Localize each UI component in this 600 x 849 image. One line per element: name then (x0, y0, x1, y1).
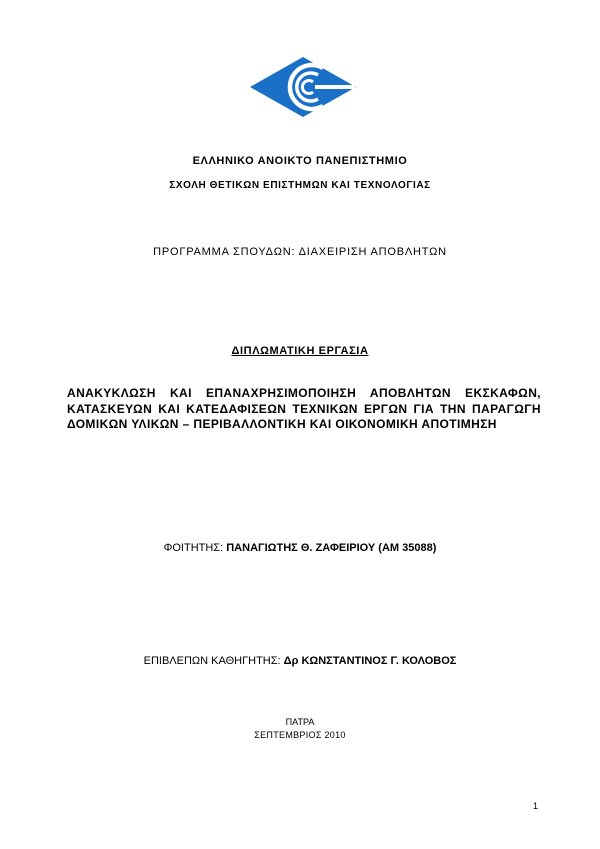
page-number: 1 (533, 801, 539, 811)
student-name: ΠΑΝΑΓΙΩΤΗΣ Θ. ΖΑΦΕΙΡΙΟΥ (ΑΜ 35088) (226, 542, 437, 554)
study-program: ΠΡΟΓΡΑΜΜΑ ΣΠΟΥΔΩΝ: ΔΙΑΧΕΙΡΙΣΗ ΑΠΟΒΛΗΤΩΝ (153, 246, 447, 258)
thesis-label: ΔΙΠΛΩΜΑΤΙΚΗ ΕΡΓΑΣΙΑ (231, 345, 369, 357)
city: ΠΑΤΡΑ (285, 717, 315, 727)
student-label: ΦΟΙΤΗΤΗΣ: (163, 542, 224, 554)
supervisor-label: ΕΠΙΒΛΕΠΩΝ ΚΑΘΗΓΗΤΗΣ: (143, 655, 281, 667)
date: ΣΕΠΤΕΜΒΡΙΟΣ 2010 (254, 730, 346, 740)
student-line (0, 542, 600, 554)
eap-logo-icon (249, 56, 357, 118)
school-name: ΣΧΟΛΗ ΘΕΤΙΚΩΝ ΕΠΙΣΤΗΜΩΝ ΚΑΙ ΤΕΧΝΟΛΟΓΙΑΣ (169, 180, 431, 191)
university-name: ΕΛΛΗΝΙΚΟ ΑΝΟΙΚΤΟ ΠΑΝΕΠΙΣΤΗΜΙΟ (192, 155, 408, 167)
supervisor-name: Δρ ΚΩΝΣΤΑΝΤΙΝΟΣ Γ. ΚΟΛΟΒΟΣ (283, 655, 457, 667)
supervisor-line (0, 655, 600, 667)
thesis-title: ΑΝΑΚΥΚΛΩΣΗ ΚΑΙ ΕΠΑΝΑΧΡΗΣΙΜΟΠΟΙΗΣΗ ΑΠΟΒΛΗΤΩΝ ΕΚΣΚΑΦΩΝ, ΚΑΤΑΣΚΕΥΩΝ ΚΑΙ ΚΑΤΕΔΑΦΙΣΕΩΝ ΤΕΧΝΙΚΩΝ ΕΡΓΩΝ ΓΙΑ ΤΗΝ ΠΑΡΑΓΩΓΗ ΔΟΜΙΚΩΝ ΥΛΙΚΩΝ – ΠΕΡΙΒΑΛΛΟΝΤΙΚΗ ΚΑΙ ΟΙΚΟΝΟΜΙΚΗ ΑΠΟΤΙΜΗΣΗ (67, 386, 541, 431)
